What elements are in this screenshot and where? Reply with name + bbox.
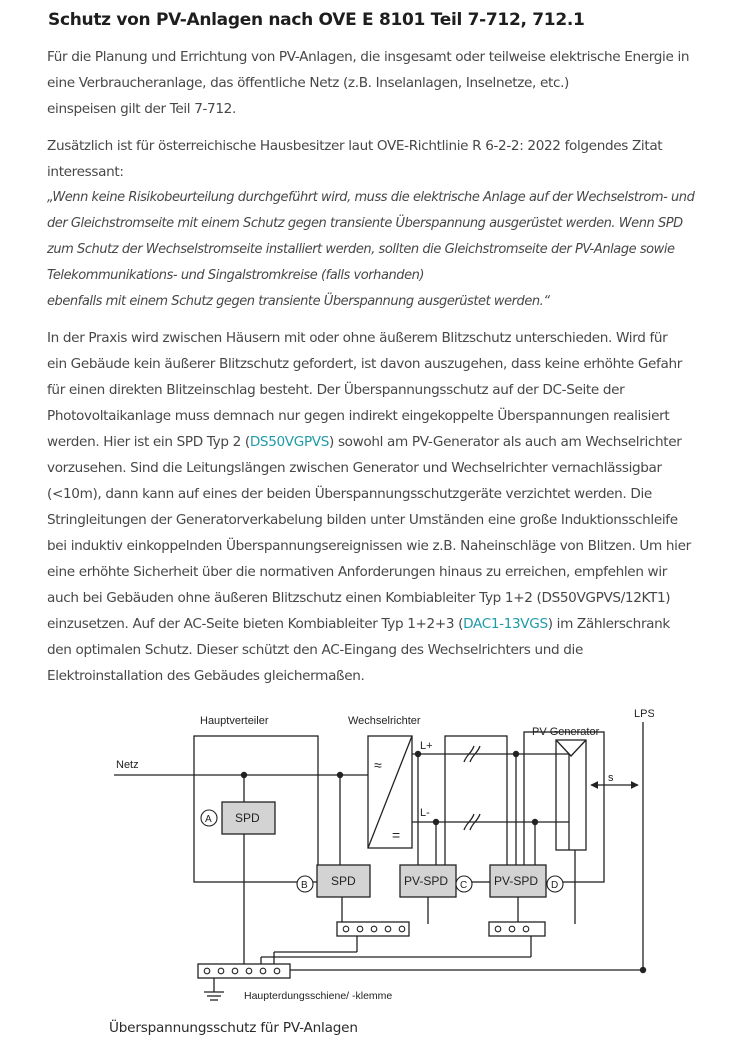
text-line: Zusätzlich ist für österreichische Hausbesitzer laut OVE-Richtlinie R 6-2-2: 2022 folgendes Zitat: [47, 138, 663, 154]
label-pv-spd-d: PV-SPD: [494, 874, 539, 888]
label-wechselrichter: Wechselrichter: [348, 715, 421, 727]
quote-line: „Wenn keine Risikobeurteilung durchgeführt wird, muss die elektrische Anlage auf der Wechselstrom- und: [47, 190, 695, 205]
inverter-ac-symbol: ≈: [374, 757, 382, 773]
diagram-canvas: [94, 702, 654, 1017]
text-line: In der Praxis wird zwischen Häusern mit oder ohne äußerem Blitzschutz unterschieden. Wird für: [47, 330, 668, 346]
label-lps: LPS: [634, 708, 654, 720]
pv-surge-protection-diagram: [94, 702, 654, 1017]
text-fragment: einzusetzen. Auf der AC-Seite bieten Kombiableiter Typ 1+2+3 (: [47, 616, 464, 632]
text-fragment: ) sowohl am PV-Generator als auch am Wechselrichter: [329, 434, 682, 450]
label-l-plus: L+: [420, 740, 433, 752]
product-link-dac1-13vgs[interactable]: DAC1-13VGS: [463, 616, 548, 632]
text-line: Stringleitungen der Generatorverkabelung bilden unter Umständen eine große Induktionsschleife: [47, 512, 678, 528]
text-line: auch bei Gebäuden ohne äußeren Blitzschutz einen Kombiableiter Typ 1+2 (DS50VGPVS/12KT1): [47, 590, 671, 606]
text-line: (<10m), dann kann auf eines der beiden Überspannungsschutzgeräte verzichtet werden. Die: [47, 486, 652, 502]
text-line: ein Gebäude kein äußerer Blitzschutz gefordert, ist davon auszugehen, dass keine erhöhte Gefahr: [47, 356, 682, 372]
label-netz: Netz: [116, 759, 139, 771]
text-line: [47, 429, 727, 455]
quote-line: zum Schutz der Wechselstromseite installiert werden, sollten die Gleichstromseite der PV-Anlage sowie: [47, 242, 675, 257]
paragraph-austria: [47, 133, 727, 315]
label-l-minus: L-: [420, 807, 430, 819]
label-pv-generator: PV-Generator: [532, 726, 600, 738]
text-fragment: ) im Zählerschrank: [547, 616, 670, 632]
text-line: interessant:: [47, 164, 124, 180]
quote-line: ebenfalls mit einem Schutz gegen transiente Überspannung ausgerüstet werden.“: [47, 294, 550, 309]
text-line: den optimalen Schutz. Dieser schützt den AC-Eingang des Wechselrichters und die: [47, 642, 583, 658]
marker-b: B: [301, 880, 308, 891]
text-line: Elektroinstallation des Gebäudes gleichermaßen.: [47, 668, 365, 684]
text-line: vorzusehen. Sind die Leitungslängen zwischen Generator und Wechselrichter vernachlässigbar: [47, 460, 662, 476]
label-distance-s: s: [608, 772, 614, 784]
marker-d: D: [551, 880, 559, 891]
text-line: einspeisen gilt der Teil 7-712.: [47, 101, 236, 117]
marker-a: A: [205, 814, 212, 825]
quote-line: der Gleichstromseite mit einem Schutz gegen transiente Überspannung ausgerüstet werden. Wenn SPD: [47, 216, 683, 231]
label-haupterdungsschiene: Haupterdungsschiene/ -klemme: [244, 990, 393, 1002]
paragraph-practice: [47, 325, 727, 689]
wechselrichter-housing: [445, 736, 507, 882]
label-hauptverteiler: Hauptverteiler: [200, 715, 269, 727]
text-line: eine Verbraucheranlage, das öffentliche Netz (z.B. Inselanlagen, Inselnetze, etc.): [47, 75, 569, 91]
label-spd-a: SPD: [235, 811, 260, 825]
quote-line: Telekommunikations- und Singalstromkreise (falls vorhanden): [47, 268, 425, 283]
product-link-ds50vgpvs[interactable]: DS50VGPVS: [249, 434, 330, 450]
text-fragment: werden. Hier ist ein SPD Typ 2 (: [47, 434, 250, 450]
figure-caption: Überspannungsschutz für PV-Anlagen: [109, 1020, 358, 1036]
text-line: Photovoltaikanlage muss demnach nur gegen indirekt eingekoppelte Überspannungen realisiert: [47, 408, 670, 424]
paragraph-intro: [47, 44, 727, 122]
label-pv-spd-c: PV-SPD: [404, 874, 449, 888]
text-line: [47, 611, 727, 637]
label-spd-b: SPD: [331, 874, 356, 888]
inverter-dc-symbol: =: [392, 827, 401, 843]
text-line: Für die Planung und Errichtung von PV-Anlagen, die insgesamt oder teilweise elektrische Energie in: [47, 49, 690, 65]
text-line: bei induktiv einkoppelnden Überspannungsereignissen wie z.B. Naheinschläge von Blitzen. Um hier: [47, 538, 691, 554]
text-line: für einen direkten Blitzeinschlag besteht. Der Überspannungsschutz auf der DC-Seite der: [47, 382, 625, 398]
marker-c: C: [460, 880, 468, 891]
text-line: eine erhöhte Sicherheit über die normativen Anforderungen hinaus zu erreichen, empfehlen wir: [47, 564, 667, 580]
article-title: Schutz von PV-Anlagen nach OVE E 8101 Teil 7-712, 712.1: [48, 10, 585, 30]
